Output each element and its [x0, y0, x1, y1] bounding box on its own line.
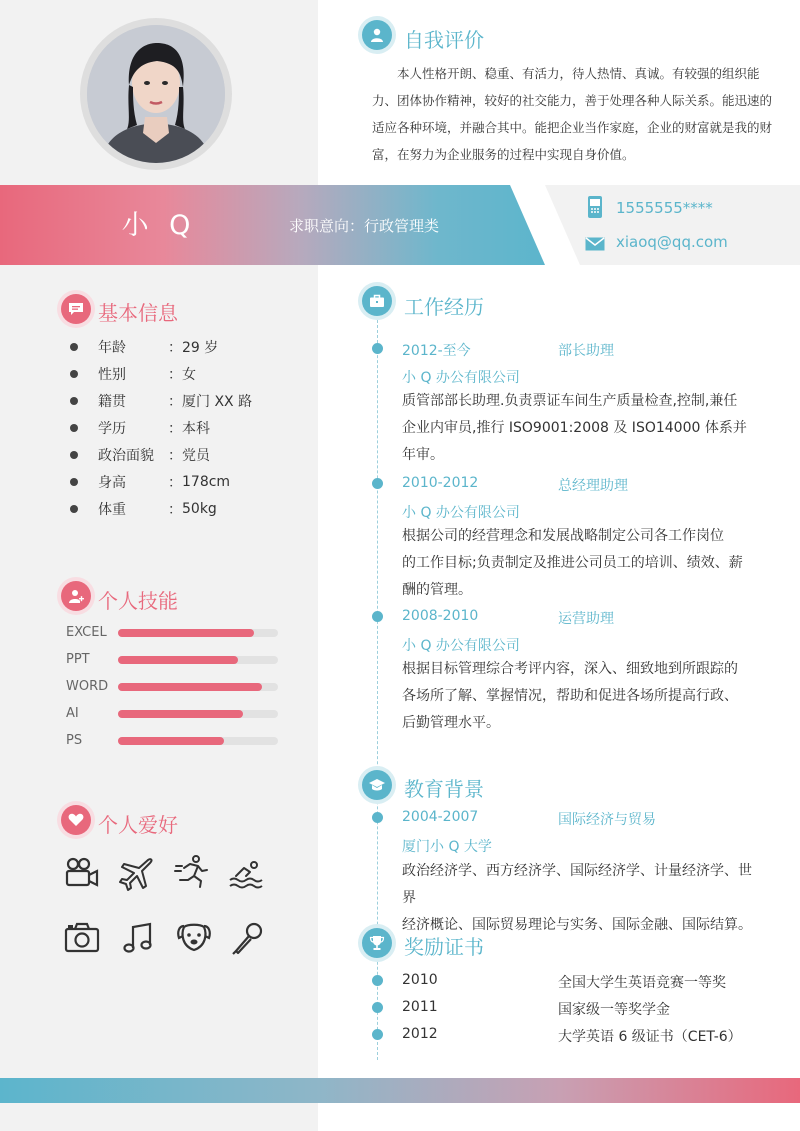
award-year: 2012: [402, 1026, 438, 1042]
info-colon: ：: [168, 502, 182, 518]
info-colon: ：: [168, 475, 182, 491]
education-courses-line: 经济概论、国际贸易理论与实务、国际金融、国际结算。: [402, 917, 752, 933]
timeline-dot: [372, 611, 383, 622]
education-courses-line: 政治经济学、西方经济学、国际经济学、计量经济学、世界: [402, 863, 752, 906]
timeline-dot: [372, 343, 383, 354]
info-colon: ：: [168, 394, 182, 410]
bullet-dot: [70, 478, 78, 486]
heart-icon: [61, 805, 91, 835]
bullet-dot: [70, 370, 78, 378]
job-description-line: 根据公司的经营理念和发展战略制定公司各工作岗位: [402, 528, 724, 544]
job-description-line: 年审。: [402, 447, 444, 463]
bullet-dot: [70, 343, 78, 351]
hobbies-title: 个人爱好: [98, 813, 178, 837]
info-value: 50kg: [182, 501, 217, 517]
timeline-dot: [372, 478, 383, 489]
info-label: 性别: [98, 367, 126, 383]
award-year: 2011: [402, 999, 438, 1015]
award-name: 大学英语 6 级证书（CET-6）: [558, 1029, 742, 1045]
job-company: 小 Q 办公有限公司: [402, 505, 520, 521]
job-period: 2008-2010: [402, 608, 479, 624]
skill-bar-track: [118, 683, 278, 691]
skill-bar-fill: [118, 656, 238, 664]
skill-name: WORD: [66, 679, 109, 694]
info-label: 政治面貌: [98, 448, 154, 464]
job-company: 小 Q 办公有限公司: [402, 638, 520, 654]
job-intent: [289, 215, 439, 236]
job-description-line: 企业内审员,推行 ISO9001:2008 及 ISO14000 体系并: [402, 420, 747, 436]
skill-bar-fill: [118, 629, 254, 637]
email-icon: [585, 236, 605, 255]
info-label: 籍贯: [98, 394, 126, 410]
award-name: 国家级一等奖学金: [558, 1002, 670, 1018]
camera-icon: [64, 920, 100, 956]
job-description-line: 的工作目标;负责制定及推进公司员工的培训、绩效、薪: [402, 555, 743, 571]
info-value: 29 岁: [182, 340, 219, 356]
skill-row: [66, 706, 278, 721]
info-row: [70, 391, 252, 411]
movie-camera-icon: [64, 856, 100, 892]
chat-icon: [61, 294, 91, 324]
job-role: 运营助理: [558, 611, 614, 627]
job-period: 2010-2012: [402, 475, 479, 491]
info-label: 身高: [98, 475, 126, 491]
skill-bar-fill: [118, 737, 224, 745]
timeline-dot: [372, 975, 383, 986]
skill-bar-fill: [118, 683, 262, 691]
job-description: [402, 388, 752, 469]
job-description-line: 根据目标管理综合考评内容，深入、细致地到所跟踪的: [402, 661, 738, 677]
job-description: [402, 656, 752, 737]
skill-name: PPT: [66, 652, 90, 667]
job-intent-value: 行政管理类: [364, 217, 440, 235]
award-name: 全国大学生英语竞赛一等奖: [558, 975, 726, 991]
bullet-dot: [70, 451, 78, 459]
info-colon: ：: [168, 421, 182, 437]
info-row: [70, 364, 196, 384]
skill-row: [66, 625, 278, 640]
user-add-icon: [61, 581, 91, 611]
job-company: 小 Q 办公有限公司: [402, 370, 520, 386]
info-colon: ：: [168, 367, 182, 383]
education-period: 2004-2007: [402, 809, 479, 825]
swimming-icon: [228, 856, 264, 892]
info-row: [70, 418, 210, 438]
skill-bar-track: [118, 737, 278, 745]
contact-box: [545, 185, 800, 265]
phone-number: 1555555****: [616, 199, 713, 217]
airplane-icon: [118, 856, 154, 892]
skill-row: [66, 652, 278, 667]
info-value: 厦门 XX 路: [182, 394, 253, 410]
info-label: 学历: [98, 421, 126, 437]
awards-title: 奖励证书: [404, 935, 484, 959]
self-evaluation-title: 自我评价: [404, 28, 484, 52]
trophy-icon: [362, 928, 392, 958]
bullet-dot: [70, 424, 78, 432]
bullet-dot: [70, 397, 78, 405]
work-title: 工作经历: [404, 295, 484, 319]
music-note-icon: [120, 920, 156, 956]
timeline-dot: [372, 1002, 383, 1013]
info-row: [70, 445, 210, 465]
bottom-gradient-bar: [0, 1078, 800, 1103]
user-icon: [362, 20, 392, 50]
info-label: 年龄: [98, 340, 126, 356]
email-address: xiaoq@qq.com: [616, 233, 728, 251]
job-intent-label: 求职意向：: [289, 217, 365, 235]
dog-icon: [176, 920, 212, 956]
briefcase-icon: [362, 286, 392, 316]
info-row: [70, 472, 230, 492]
skill-row: [66, 733, 278, 748]
job-description-line: 各场所了解、掌握情况，帮助和促进各场所提高行政、: [402, 688, 738, 704]
skill-row: [66, 679, 278, 694]
job-description: [402, 523, 752, 604]
graduation-cap-icon: [362, 770, 392, 800]
info-value: 178cm: [182, 474, 231, 490]
skill-bar-track: [118, 710, 278, 718]
microphone-icon: [230, 920, 266, 956]
timeline-dot: [372, 812, 383, 823]
education-title: 教育背景: [404, 777, 484, 801]
self-evaluation-text: 本人性格开朗、稳重、有活力，待人热情、真诚。有较强的组织能力、团体协作精神，较好的社交能力，善于处理各种人际关系。能迅速的适应各种环境，并融合其中。能把企业当作家庭，企业的财富就是我的财富，在努力为企业服务的过程中实现自身价值。: [372, 66, 773, 162]
job-description-line: 质管部部长助理.负责票证车间生产质量检查,控制,兼任: [402, 393, 738, 409]
bullet-dot: [70, 505, 78, 513]
skill-bar-track: [118, 629, 278, 637]
avatar: [80, 18, 232, 170]
education-courses: [402, 858, 752, 939]
info-value: 本科: [182, 421, 210, 437]
skills-title: 个人技能: [98, 589, 178, 613]
phone-icon: [587, 195, 603, 223]
candidate-name: 小 Q: [121, 210, 197, 241]
job-role: 部长助理: [558, 343, 614, 359]
basic-info-title: 基本信息: [98, 301, 178, 325]
award-year: 2010: [402, 972, 438, 988]
info-row: [70, 499, 217, 519]
timeline-dot: [372, 1029, 383, 1040]
running-icon: [174, 854, 210, 890]
skill-name: AI: [66, 706, 79, 721]
info-label: 体重: [98, 502, 126, 518]
job-period: 2012-至今: [402, 343, 471, 359]
job-description-line: 后勤管理水平。: [402, 715, 500, 731]
education-major: 国际经济与贸易: [558, 812, 656, 828]
job-description-line: 酬的管理。: [402, 582, 472, 598]
info-value: 党员: [182, 448, 210, 464]
info-colon: ：: [168, 340, 182, 356]
info-colon: ：: [168, 448, 182, 464]
education-school: 厦门小 Q 大学: [402, 839, 492, 855]
job-role: 总经理助理: [558, 478, 628, 494]
skill-bar-fill: [118, 710, 243, 718]
info-row: [70, 337, 218, 357]
skill-name: EXCEL: [66, 625, 107, 640]
profile-photo: [87, 25, 225, 163]
skill-bar-track: [118, 656, 278, 664]
info-value: 女: [182, 367, 196, 383]
skill-name: PS: [66, 733, 83, 748]
